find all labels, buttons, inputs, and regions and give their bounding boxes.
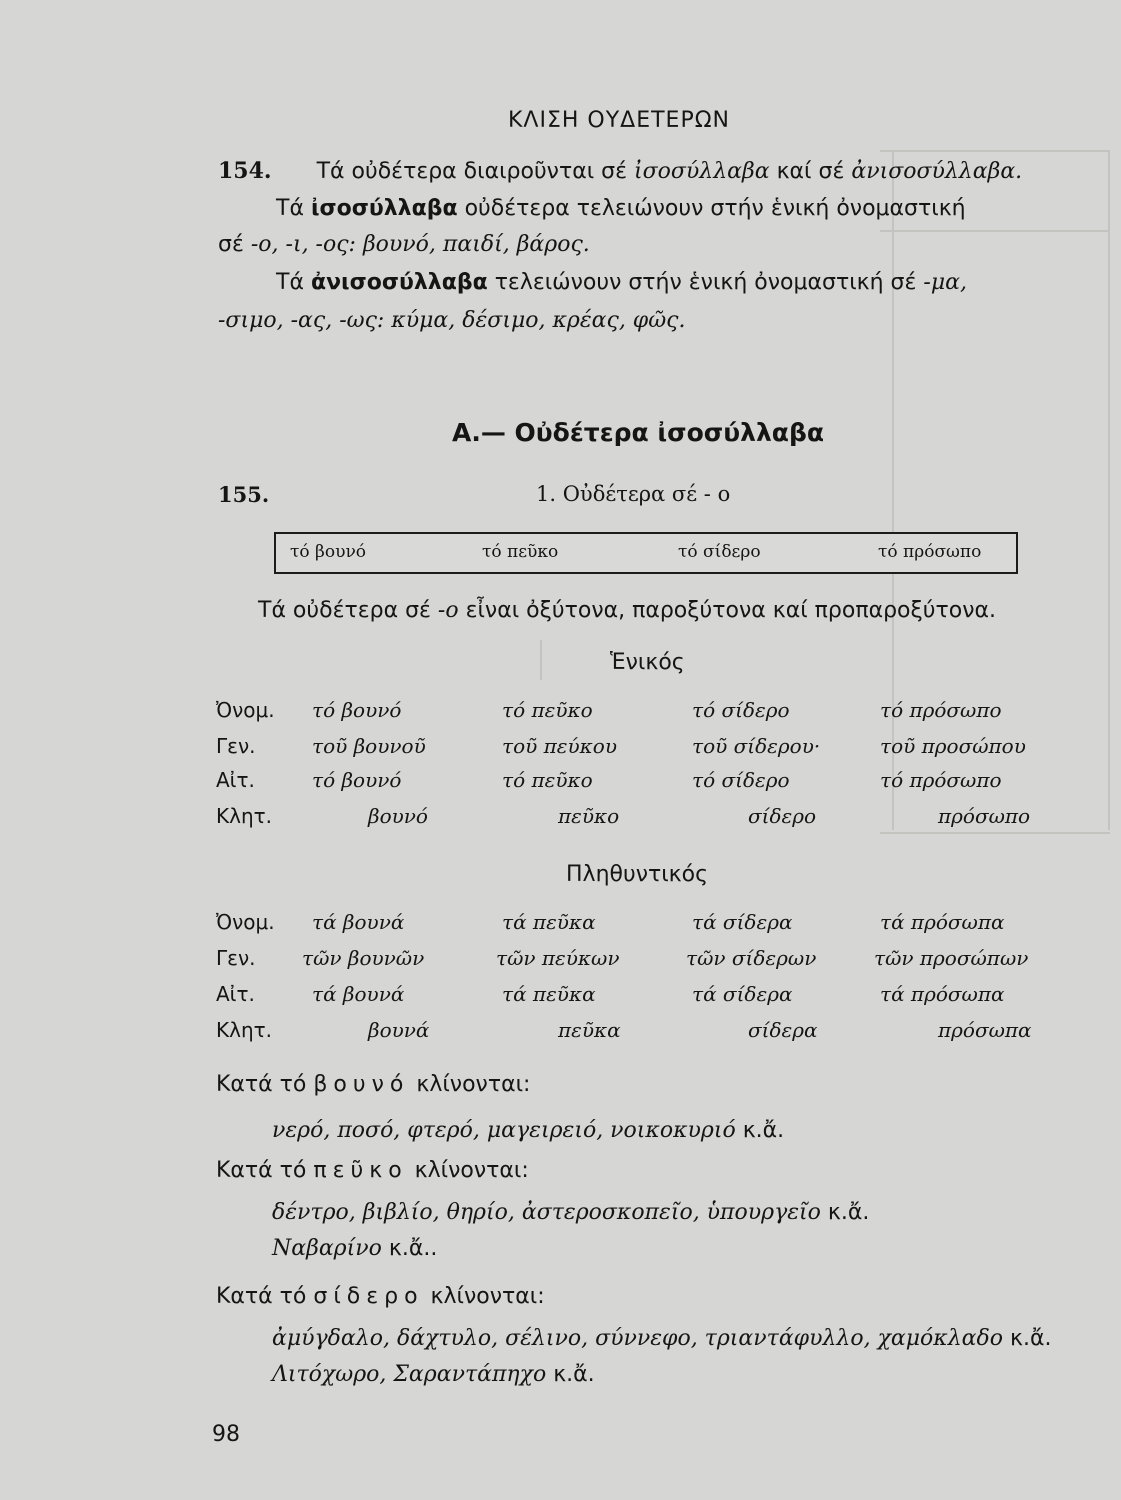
form-cell: τά βουνά [312,982,405,1006]
page-number: 98 [212,1422,240,1447]
form-cell: τῶν προσώπων [874,946,1029,970]
example-intro-vouno: Κατά τό βουνό κλίνονται: [216,1072,531,1097]
box-word-vouno: τό βουνό [290,542,367,562]
form-cell: τό πεῦκο [502,698,593,722]
example-list: δέντρο, βιβλίο, θηρίο, ἀστεροσκοπεῖο, ὑπουργεῖο κ.ἄ. [272,1200,870,1225]
example-list: νερό, ποσό, φτερό, μαγειρειό, νοικοκυριό κ.ἄ. [272,1118,785,1143]
box-word-sidero: τό σίδερο [678,542,761,562]
form-cell: τό βουνό [312,768,402,792]
paradigm-box [274,532,1018,574]
form-cell: τό πεῦκο [502,768,593,792]
box-word-prosopo: τό πρόσωπο [878,542,982,562]
form-cell: τό σίδερο [692,698,790,722]
heading-isosyllabic: Α.— Οὐδέτερα ἰσοσύλλαβα [452,418,825,447]
example-list: ἀμύγδαλο, δάχτυλο, σέλινο, σύννεφο, τριαντάφυλλο, χαμόκλαδο κ.ἄ. [272,1326,1052,1351]
subsection-title: 1. Οὐδέτερα σέ - ο [536,482,731,506]
case-label: Αἰτ. [216,768,255,792]
intro-line-5: -σιμο, -ας, -ως: κύμα, δέσιμο, κρέας, φῶς. [218,308,686,333]
form-cell: τῶν σίδερων [686,946,817,970]
intro-line-4: Τά ἀνισοσύλλαβα τελειώνουν στήν ἑνική ὀνομαστική σέ -μα, [276,270,967,295]
example-intro-sidero: Κατά τό σίδερο κλίνονται: [216,1284,545,1309]
form-cell: τῶν πεύκων [496,946,620,970]
form-cell: τῶν βουνῶν [302,946,425,970]
form-cell: σίδερα [748,1018,818,1042]
form-cell: τά βουνά [312,910,405,934]
section-title: ΚΛΙΣΗ ΟΥΔΕΤΕΡΩΝ [508,108,730,133]
form-cell: τά πρόσωπα [880,982,1005,1006]
example-intro-pefko: Κατά τό πεῦκο κλίνονται: [216,1158,529,1183]
form-cell: τό πρόσωπο [880,698,1002,722]
form-cell: πρόσωπα [938,1018,1032,1042]
form-cell: τοῦ σίδερου· [692,734,821,758]
singular-label: Ἑνικός [610,650,685,675]
form-cell: τά σίδερα [692,982,793,1006]
form-cell: τοῦ προσώπου [880,734,1026,758]
form-cell: τό πρόσωπο [880,768,1002,792]
form-cell: τό βουνό [312,698,402,722]
case-label: Ὀνομ. [216,910,275,934]
form-cell: βουνό [368,804,428,828]
form-cell: τοῦ βουνοῦ [312,734,426,758]
example-list: Λιτόχωρο, Σαραντάπηχο κ.ἄ. [272,1362,595,1387]
case-label: Κλητ. [216,1018,273,1042]
case-label: Ὀνομ. [216,698,275,722]
plural-label: Πληθυντικός [566,862,709,887]
form-cell: βουνά [368,1018,430,1042]
accent-note: Τά οὐδέτερα σέ -ο εἶναι ὀξύτονα, παροξύτονα καί προπαροξύτονα. [258,598,996,623]
form-cell: τά πρόσωπα [880,910,1005,934]
example-list: Ναβαρίνο κ.ἄ.. [272,1236,438,1261]
case-label: Κλητ. [216,804,273,828]
intro-line-1: 154. Τά οὐδέτερα διαιροῦνται σέ ἰσοσύλλαβα καί σέ ἀνισοσύλλαβα. [218,158,1023,184]
form-cell: τά σίδερα [692,910,793,934]
form-cell: σίδερο [748,804,817,828]
form-cell: τά πεῦκα [502,982,596,1006]
case-label: Γεν. [216,946,256,970]
form-cell: πεῦκο [558,804,620,828]
form-cell: τοῦ πεύκου [502,734,617,758]
case-label: Γεν. [216,734,256,758]
form-cell: τό σίδερο [692,768,790,792]
form-cell: πεῦκα [558,1018,621,1042]
intro-line-2: Τά ἰσοσύλλαβα οὐδέτερα τελειώνουν στήν ἑνική ὀνομαστική [276,196,966,221]
case-label: Αἰτ. [216,982,255,1006]
subsection-number: 155. [218,482,270,507]
intro-line-3: σέ -ο, -ι, -ος: βουνό, παιδί, βάρος. [218,232,590,257]
box-word-pefko: τό πεῦκο [482,542,559,562]
form-cell: τά πεῦκα [502,910,596,934]
form-cell: πρόσωπο [938,804,1031,828]
